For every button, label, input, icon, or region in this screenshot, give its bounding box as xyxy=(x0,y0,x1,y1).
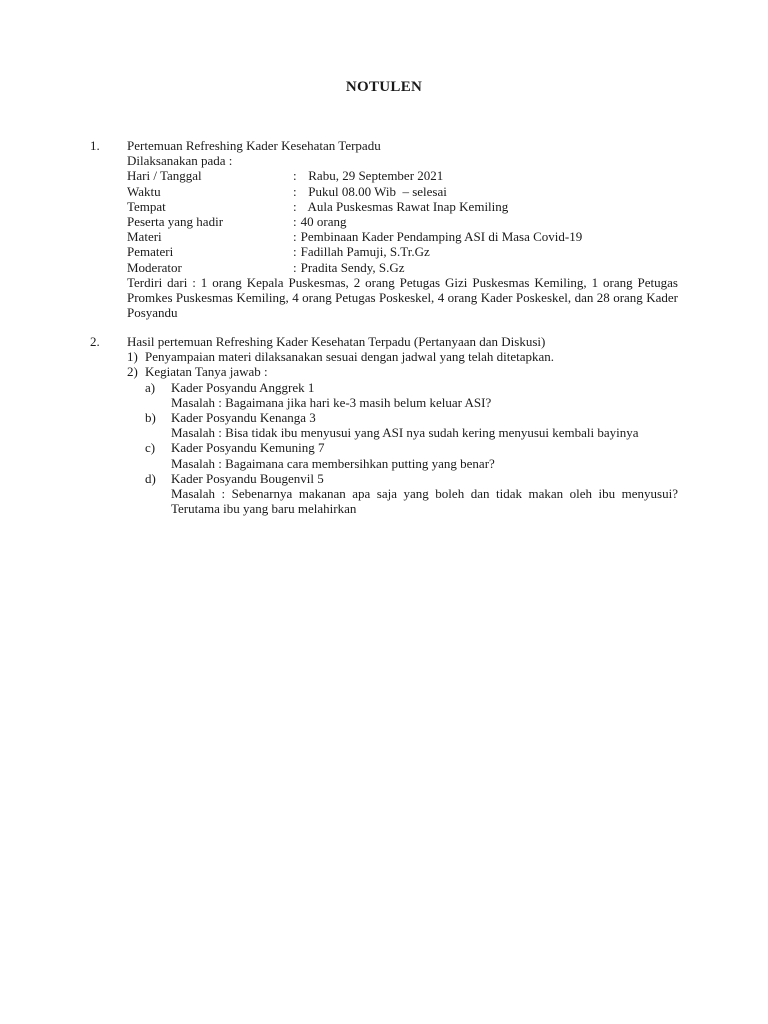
qa-item-issue: Masalah : Bagaimana cara membersihkan putting yang benar? xyxy=(171,455,495,471)
document-title: NOTULEN xyxy=(345,79,423,95)
detail-row-attendees xyxy=(127,214,678,229)
qa-item-name: Kader Posyandu Kemuning 7 xyxy=(171,440,325,456)
qa-item-name: Kader Posyandu Anggrek 1 xyxy=(171,379,315,395)
section-meeting-results xyxy=(90,334,678,516)
qa-item-name: Kader Posyandu Kenanga 3 xyxy=(171,410,316,426)
detail-label: Moderator xyxy=(127,259,182,275)
qa-item-letter: b) xyxy=(145,410,156,426)
list-item-text: Kegiatan Tanya jawab : xyxy=(145,364,268,380)
detail-colon: : xyxy=(293,244,297,260)
qa-item-name: Kader Posyandu Bougenvil 5 xyxy=(171,470,324,486)
qa-item xyxy=(145,380,678,410)
detail-colon: : xyxy=(293,198,297,214)
qa-item-issue: Masalah : Sebenarnya makanan apa saja yang boleh dan tidak makan oleh ibu menyusui? Terutama ibu yang baru melahirkan xyxy=(171,486,678,517)
qa-item-letter: a) xyxy=(145,379,156,395)
detail-row-date xyxy=(127,168,678,183)
detail-value: Aula Puskesmas Rawat Inap Kemiling xyxy=(305,198,509,214)
detail-value: Pembinaan Kader Pendamping ASI di Masa Covid-19 xyxy=(300,229,583,245)
detail-value: Pukul 08.00 Wib – selesai xyxy=(305,183,447,199)
list-item-text: Penyampaian materi dilaksanakan sesuai dengan jadwal yang telah ditetapkan. xyxy=(145,349,554,365)
section-number: 2. xyxy=(90,334,100,349)
detail-row-place xyxy=(127,199,678,214)
list-item xyxy=(127,364,678,379)
detail-colon: : xyxy=(293,168,297,184)
detail-label: Pemateri xyxy=(127,244,174,260)
list-item xyxy=(127,349,678,364)
qa-item xyxy=(145,410,678,440)
section-heading: Hasil pertemuan Refreshing Kader Kesehatan Terpadu (Pertanyaan dan Diskusi) xyxy=(127,334,546,349)
detail-colon: : xyxy=(293,259,297,275)
section-intro: Dilaksanakan pada : xyxy=(127,153,233,169)
detail-row-time xyxy=(127,184,678,199)
qa-item-issue: Masalah : Bagaimana jika hari ke-3 masih belum keluar ASI? xyxy=(171,394,492,410)
qa-item-letter: c) xyxy=(145,440,156,456)
detail-label: Materi xyxy=(127,229,162,245)
section-number: 1. xyxy=(90,138,100,153)
detail-label: Tempat xyxy=(127,198,166,214)
detail-value: 40 orang xyxy=(300,214,347,230)
detail-row-material xyxy=(127,229,678,244)
detail-colon: : xyxy=(293,229,297,245)
detail-colon: : xyxy=(293,214,297,230)
qa-item-issue: Masalah : Bisa tidak ibu menyusui yang ASI nya sudah kering menyusui kembali bayinya xyxy=(171,425,639,441)
detail-row-speaker xyxy=(127,244,678,259)
detail-label: Waktu xyxy=(127,183,161,199)
detail-row-moderator xyxy=(127,260,678,275)
section-meeting-info xyxy=(90,138,678,320)
qa-item-letter: d) xyxy=(145,470,156,486)
detail-value: Rabu, 29 September 2021 xyxy=(305,168,444,184)
qa-item xyxy=(145,440,678,470)
detail-value: Pradita Sendy, S.Gz xyxy=(300,259,405,275)
list-item-number: 2) xyxy=(127,364,138,380)
section-heading: Pertemuan Refreshing Kader Kesehatan Terpadu xyxy=(127,138,381,153)
qa-item xyxy=(145,471,678,517)
detail-label: Hari / Tanggal xyxy=(127,168,202,184)
participants-paragraph: Terdiri dari : 1 orang Kepala Puskesmas, 2 orang Petugas Gizi Puskesmas Kemiling, 1 orang Petugas Promkes Puskesmas Kemiling, 4 orang Petugas Poskeskel, 4 orang Kader Poskeskel, dan 28 orang Kader Posyandu xyxy=(127,274,678,321)
list-item-number: 1) xyxy=(127,349,138,365)
detail-label: Peserta yang hadir xyxy=(127,214,224,230)
detail-colon: : xyxy=(293,183,297,199)
detail-value: Fadillah Pamuji, S.Tr.Gz xyxy=(300,244,430,260)
